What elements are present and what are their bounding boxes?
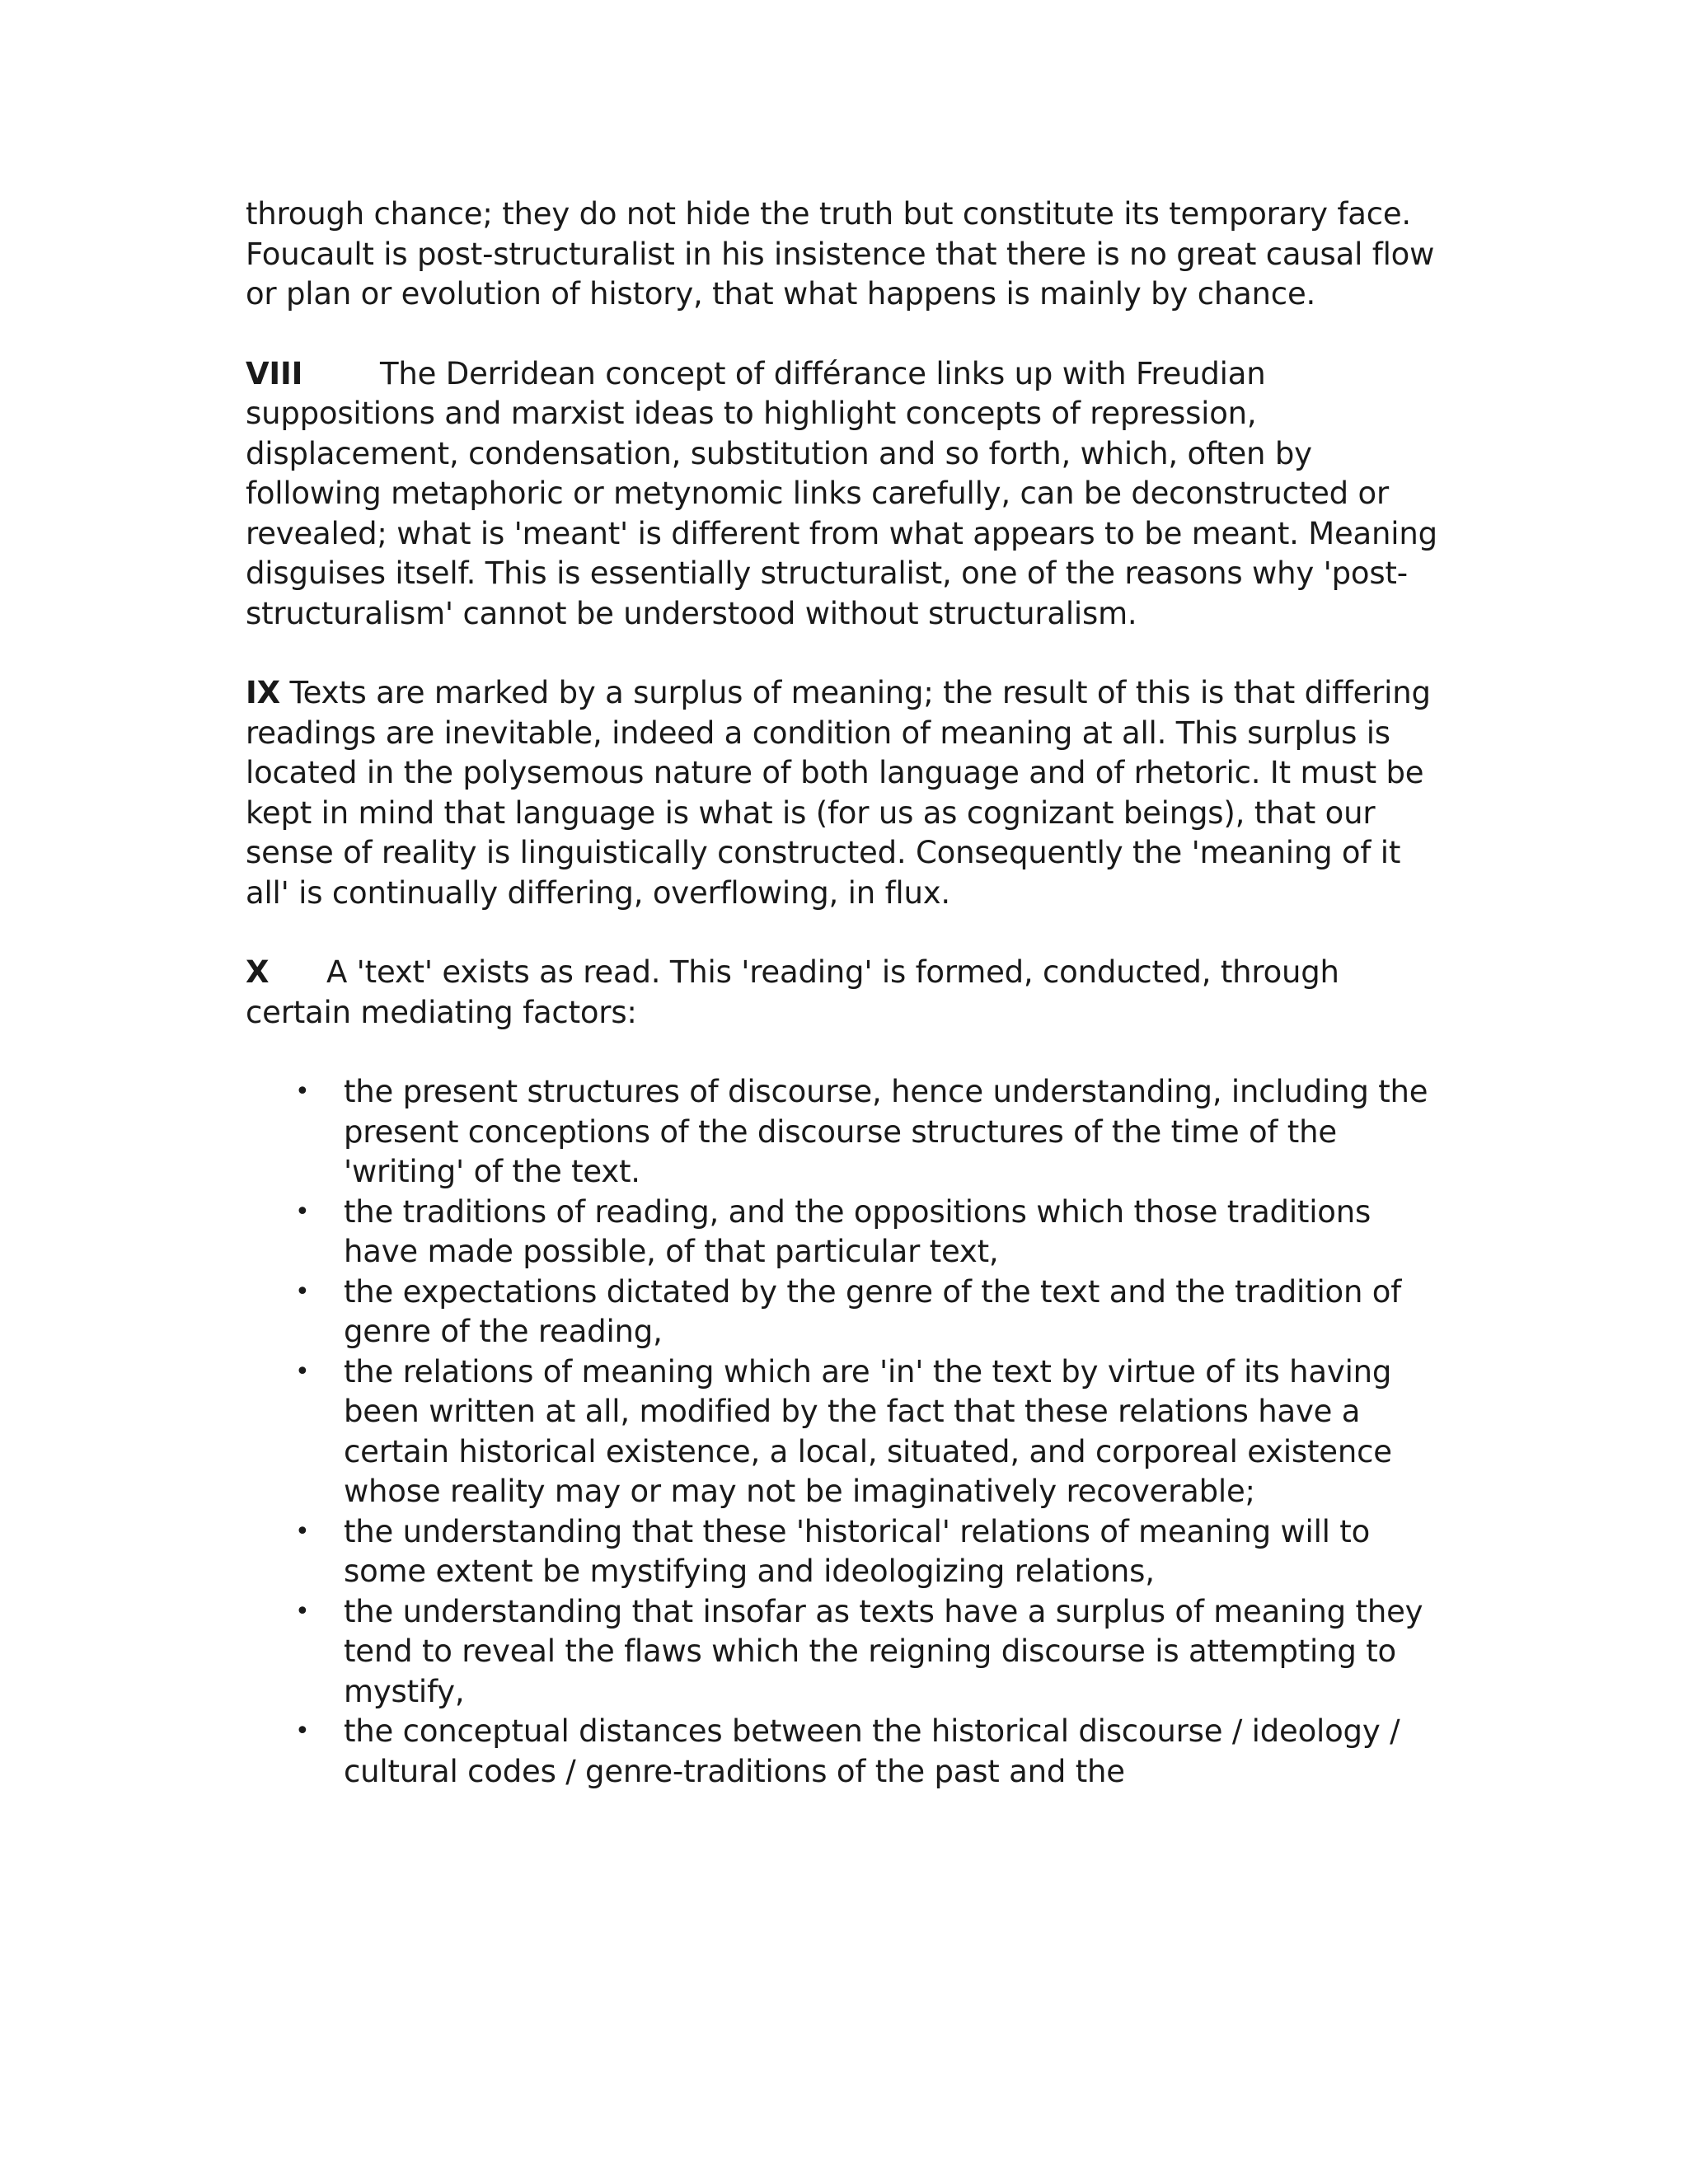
bullet-icon: • — [295, 1717, 310, 1746]
list-item — [246, 1072, 1449, 1193]
section-text: A 'text' exists as read. This 'reading' is formed, conducted, through certain mediating factors: — [246, 954, 1339, 1030]
bullet-icon: • — [295, 1596, 310, 1626]
section-ix — [246, 673, 1449, 913]
list-item — [246, 1512, 1449, 1592]
list-item — [246, 1352, 1449, 1512]
list-item — [246, 1712, 1449, 1792]
list-item-text: the understanding that these 'historical' relations of meaning will to some extent be mystifying and ideologizing relations, — [344, 1513, 1371, 1589]
list-item — [246, 1272, 1449, 1352]
bullet-icon: • — [295, 1197, 310, 1226]
list-item-text: the relations of meaning which are 'in' the text by virtue of its having been written at all, modified by the fact that these relations have a certain historical existence, a local, situated, and corporeal existence whose reality may or may not be imaginatively recoverable; — [344, 1353, 1392, 1509]
paragraph-text: through chance; they do not hide the truth but constitute its temporary face. Foucault is post-structuralist in his insistence that there is no great causal flow or plan or evolution of history, that what happens is mainly by chance. — [246, 196, 1435, 312]
bullet-icon: • — [295, 1077, 310, 1106]
section-text: The Derridean concept of différance links up with Freudian suppositions and marxist ideas to highlight concepts of repression, displacement, condensation, substitution and so forth, which, often by following metaphoric or metynomic links carefully, can be deconstructed or revealed; what is 'meant' is different from what appears to be meant. Meaning disguises itself. This is essentially structuralist, one of the reasons why 'post-structuralism' cannot be understood without structuralism. — [246, 355, 1437, 631]
list-item-text: the present structures of discourse, hence understanding, including the present conceptions of the discourse structures of the time of the 'writing' of the text. — [344, 1074, 1428, 1189]
section-numeral: X — [246, 954, 270, 990]
bullet-icon: • — [295, 1516, 310, 1546]
list-item — [246, 1592, 1449, 1713]
section-numeral: VIII — [246, 355, 303, 391]
section-numeral: IX — [246, 675, 280, 710]
list-item-text: the expectations dictated by the genre of the text and the tradition of genre of the reading, — [344, 1273, 1402, 1349]
mediating-factors-list — [246, 1072, 1449, 1792]
section-text: Texts are marked by a surplus of meaning; the result of this is that differing readings are inevitable, indeed a condition of meaning at all. This surplus is located in the polysemous nature of both language and of rhetoric. It must be kept in mind that language is what is (for us as cognizant beings), that our sense of reality is linguistically constructed. Consequently the 'meaning of it all' is continually differing, overflowing, in flux. — [246, 675, 1431, 911]
list-item — [246, 1193, 1449, 1272]
list-item-text: the conceptual distances between the historical discourse / ideology / cultural codes / genre-traditions of the past and the — [344, 1713, 1400, 1789]
list-item-text: the understanding that insofar as texts have a surplus of meaning they tend to reveal the flaws which the reigning discourse is attempting to mystify, — [344, 1593, 1423, 1709]
paragraph-continuation — [246, 194, 1449, 315]
bullet-icon: • — [295, 1357, 310, 1386]
list-item-text: the traditions of reading, and the oppositions which those traditions have made possible, of that particular text, — [344, 1193, 1372, 1269]
bullet-icon: • — [295, 1277, 310, 1306]
document-page — [246, 194, 1449, 1792]
section-viii — [246, 354, 1449, 635]
section-x — [246, 953, 1449, 1033]
